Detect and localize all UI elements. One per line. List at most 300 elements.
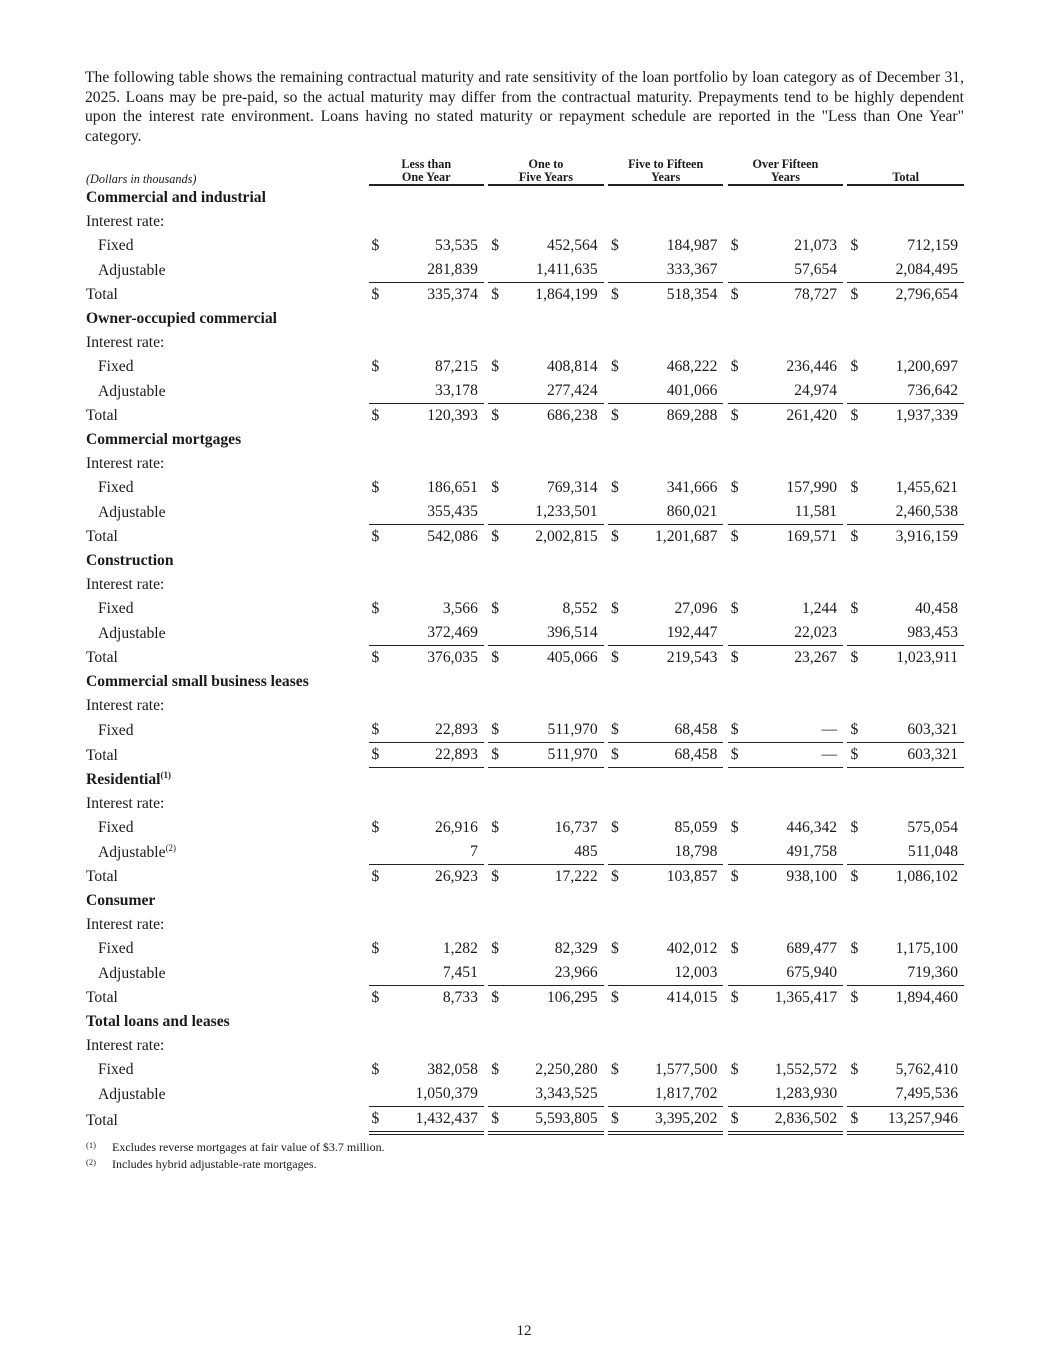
value-five-to-fifteen-years: 401,066 — [628, 379, 724, 404]
row-label — [86, 986, 364, 1010]
value-total: 13,257,946 — [867, 1107, 964, 1135]
value-less-than-one-year: 186,651 — [427, 479, 478, 497]
row-label-text: Adjustable — [98, 624, 166, 642]
value-total: 983,453 — [867, 621, 964, 646]
row-label — [86, 210, 364, 234]
currency-symbol: $ — [730, 649, 739, 667]
currency-symbol — [608, 961, 628, 986]
value-total: 2,460,538 — [867, 500, 964, 525]
row-label — [86, 476, 364, 500]
table-row — [86, 816, 964, 840]
currency-symbol: $ — [610, 989, 619, 1007]
value-less-than-one-year: 7,451 — [388, 961, 484, 986]
value-five-to-fifteen-years — [628, 210, 724, 234]
value-total — [867, 792, 964, 816]
value-less-than-one-year — [388, 1034, 484, 1058]
currency-symbol: $ — [850, 1061, 859, 1079]
value-over-fifteen-years: 1,365,417 — [774, 989, 838, 1007]
currency-symbol — [728, 1082, 748, 1107]
currency-symbol — [847, 621, 867, 646]
value-five-to-fifteen-years: 219,543 — [666, 649, 718, 667]
currency-symbol — [488, 913, 508, 937]
section-title-text: Consumer — [86, 892, 156, 910]
currency-symbol: $ — [730, 528, 739, 546]
currency-symbol — [847, 1034, 867, 1058]
currency-symbol — [608, 210, 628, 234]
page-number: 12 — [516, 1323, 532, 1339]
value-over-fifteen-years: 22,023 — [747, 621, 843, 646]
value-over-fifteen-years: — — [747, 743, 843, 768]
value-five-to-fifteen-years: 518,354 — [666, 286, 718, 304]
value-one-to-five-years — [508, 1034, 604, 1058]
currency-symbol: $ — [850, 989, 859, 1007]
currency-symbol — [369, 1034, 389, 1058]
value-less-than-one-year: 120,393 — [427, 407, 478, 425]
row-label-text: Adjustable — [98, 503, 166, 521]
currency-symbol — [369, 1082, 389, 1107]
row-label-text: Fixed — [98, 600, 134, 618]
currency-symbol: $ — [608, 1107, 628, 1135]
footnote-2 — [86, 1156, 964, 1173]
col-header-over-fifteen-years — [728, 154, 843, 186]
value-over-fifteen-years: 689,477 — [786, 940, 838, 958]
table-row — [86, 986, 964, 1010]
currency-symbol — [608, 792, 628, 816]
section-header-row — [86, 186, 964, 210]
currency-symbol: $ — [491, 600, 500, 618]
value-five-to-fifteen-years: 860,021 — [628, 500, 724, 525]
footnote-ref: (2) — [165, 842, 177, 853]
value-five-to-fifteen-years: 27,096 — [674, 600, 718, 618]
value-five-to-fifteen-years: 3,395,202 — [628, 1107, 724, 1135]
currency-symbol: $ — [371, 1061, 380, 1079]
value-five-to-fifteen-years: 1,577,500 — [655, 1061, 718, 1079]
footnote-text: Excludes reverse mortgages at fair value of $3.7 million. — [112, 1140, 385, 1155]
currency-symbol — [488, 331, 508, 355]
value-less-than-one-year: 281,839 — [388, 258, 484, 283]
value-less-than-one-year: 7 — [388, 840, 484, 865]
col-header-five-to-fifteen-years — [608, 154, 723, 186]
value-less-than-one-year: 1,432,437 — [388, 1107, 484, 1135]
value-total — [867, 452, 964, 476]
table-row — [86, 500, 964, 525]
footnote-marker: (1) — [86, 1140, 96, 1151]
table-row — [86, 646, 964, 670]
value-one-to-five-years: 16,737 — [554, 819, 598, 837]
currency-symbol: $ — [371, 479, 380, 497]
currency-symbol: $ — [610, 286, 619, 304]
currency-symbol — [488, 621, 508, 646]
currency-symbol: $ — [850, 868, 859, 886]
currency-symbol: $ — [371, 600, 380, 618]
value-total: 40,458 — [915, 600, 958, 618]
row-label — [86, 404, 364, 428]
value-less-than-one-year — [388, 792, 484, 816]
value-one-to-five-years: 452,564 — [546, 237, 598, 255]
section-title-text: Total loans and leases — [86, 1013, 230, 1031]
value-over-fifteen-years: 23,267 — [794, 649, 838, 667]
currency-symbol — [608, 1082, 628, 1107]
currency-symbol — [847, 1082, 867, 1107]
value-five-to-fifteen-years — [628, 792, 724, 816]
row-label — [86, 597, 364, 621]
currency-symbol — [847, 258, 867, 283]
currency-symbol: $ — [850, 407, 859, 425]
value-total: 1,086,102 — [895, 868, 958, 886]
currency-symbol: $ — [371, 528, 380, 546]
footnote-ref: (1) — [160, 770, 172, 781]
currency-symbol — [608, 452, 628, 476]
currency-symbol — [369, 694, 389, 718]
col-header-line2: One Year — [401, 170, 451, 185]
section-header-row — [86, 307, 964, 331]
value-one-to-five-years: 82,329 — [554, 940, 598, 958]
currency-symbol — [728, 500, 748, 525]
row-label-text: Interest rate: — [86, 455, 165, 473]
row-label — [86, 379, 364, 404]
value-one-to-five-years: 405,066 — [546, 649, 598, 667]
currency-symbol — [608, 840, 628, 865]
row-label-text: Fixed — [98, 358, 134, 376]
value-over-fifteen-years — [747, 331, 843, 355]
currency-symbol — [488, 1034, 508, 1058]
currency-symbol — [847, 792, 867, 816]
row-label-text: Total — [86, 528, 118, 546]
value-less-than-one-year — [388, 210, 484, 234]
interest-rate-label-row — [86, 694, 964, 718]
value-one-to-five-years: 277,424 — [508, 379, 604, 404]
currency-symbol: $ — [491, 479, 500, 497]
currency-symbol: $ — [491, 649, 500, 667]
section-header-row — [86, 549, 964, 573]
row-label-text: Interest rate: — [86, 1037, 165, 1055]
value-less-than-one-year: 53,535 — [435, 237, 478, 255]
currency-symbol — [847, 452, 867, 476]
currency-symbol: $ — [371, 286, 380, 304]
interest-rate-label-row — [86, 210, 964, 234]
section-title — [86, 670, 964, 694]
currency-symbol — [488, 452, 508, 476]
value-over-fifteen-years: 261,420 — [786, 407, 838, 425]
currency-symbol: $ — [847, 743, 867, 768]
table-row — [86, 258, 964, 283]
currency-symbol: $ — [850, 600, 859, 618]
value-over-fifteen-years: 57,654 — [747, 258, 843, 283]
section-header-row — [86, 889, 964, 913]
section-title — [86, 1010, 964, 1034]
section-title — [86, 428, 964, 452]
row-label — [86, 792, 364, 816]
row-label — [86, 500, 364, 525]
value-one-to-five-years: 5,593,805 — [508, 1107, 604, 1135]
section-title-text: Commercial small business leases — [86, 673, 309, 691]
currency-symbol — [608, 258, 628, 283]
value-one-to-five-years — [508, 331, 604, 355]
interest-rate-label-row — [86, 573, 964, 597]
currency-symbol — [728, 452, 748, 476]
table-row — [86, 404, 964, 428]
currency-symbol: $ — [610, 237, 619, 255]
value-less-than-one-year: 3,566 — [442, 600, 478, 618]
currency-symbol: $ — [728, 743, 748, 768]
currency-symbol: $ — [610, 649, 619, 667]
value-five-to-fifteen-years — [628, 913, 724, 937]
currency-symbol: $ — [730, 989, 739, 1007]
row-label-text: Interest rate: — [86, 334, 165, 352]
value-total: 2,796,654 — [895, 286, 958, 304]
currency-symbol: $ — [610, 819, 619, 837]
section-title — [86, 186, 964, 210]
value-five-to-fifteen-years: 68,458 — [628, 743, 724, 768]
col-header-line1: Less than — [401, 157, 452, 172]
currency-symbol — [488, 379, 508, 404]
row-label — [86, 865, 364, 889]
value-total: 7,495,536 — [867, 1082, 964, 1107]
row-label-text: Total — [86, 286, 118, 304]
row-label — [86, 743, 364, 768]
table-row — [86, 355, 964, 379]
value-over-fifteen-years: 157,990 — [786, 479, 838, 497]
row-label-text: Adjustable — [98, 261, 166, 279]
currency-symbol — [488, 961, 508, 986]
intro-paragraph: The following table shows the remaining contractual maturity and rate sensitivity of the loan portfolio by loan category as of December 31, 2025. Loans may be pre-paid, so the actual maturity may differ from the contractual maturity. Prepayments tend to be highly dependent upon the interest rate environment. Loans having no stated maturity or repayment schedule are reported in the "Less than One Year" category. — [85, 69, 964, 145]
row-label — [86, 1058, 364, 1082]
row-label-text: Fixed — [98, 1061, 134, 1079]
table-row — [86, 937, 964, 961]
currency-symbol — [728, 840, 748, 865]
table-row — [86, 597, 964, 621]
value-five-to-fifteen-years: 184,987 — [666, 237, 718, 255]
value-over-fifteen-years: 2,836,502 — [747, 1107, 843, 1135]
row-label-text: Interest rate: — [86, 213, 165, 231]
currency-symbol — [488, 792, 508, 816]
table-row — [86, 718, 964, 743]
currency-symbol: $ — [850, 237, 859, 255]
table-row — [86, 621, 964, 646]
col-header-line1: One to — [528, 157, 564, 172]
currency-symbol: $ — [491, 286, 500, 304]
row-label-text: Fixed — [98, 940, 134, 958]
value-one-to-five-years — [508, 210, 604, 234]
currency-symbol — [728, 913, 748, 937]
row-label — [86, 452, 364, 476]
value-less-than-one-year: 87,215 — [435, 358, 478, 376]
value-five-to-fifteen-years: 85,059 — [674, 819, 718, 837]
currency-symbol: $ — [371, 407, 380, 425]
currency-symbol — [369, 621, 389, 646]
currency-symbol: $ — [730, 819, 739, 837]
value-less-than-one-year: 1,282 — [442, 940, 478, 958]
col-header-one-to-five-years — [488, 154, 603, 186]
currency-symbol — [608, 1034, 628, 1058]
currency-symbol — [369, 258, 389, 283]
row-label — [86, 694, 364, 718]
value-total: 1,937,339 — [895, 407, 958, 425]
value-five-to-fifteen-years: 468,222 — [666, 358, 718, 376]
currency-symbol — [847, 840, 867, 865]
section-header-row — [86, 768, 964, 792]
value-over-fifteen-years: 446,342 — [786, 819, 838, 837]
value-five-to-fifteen-years — [628, 1034, 724, 1058]
currency-symbol — [488, 694, 508, 718]
table-row — [86, 743, 964, 768]
value-total: 603,321 — [867, 743, 964, 768]
row-label-text: Total — [86, 649, 118, 667]
value-over-fifteen-years: 938,100 — [786, 868, 838, 886]
value-over-fifteen-years — [747, 573, 843, 597]
currency-symbol: $ — [850, 819, 859, 837]
row-label-text: Adjustable — [98, 964, 166, 982]
col-header-line2: Years — [770, 170, 800, 185]
section-title — [86, 889, 964, 913]
currency-symbol: $ — [730, 1061, 739, 1079]
currency-symbol: $ — [850, 479, 859, 497]
value-less-than-one-year: 355,435 — [388, 500, 484, 525]
currency-symbol: $ — [371, 989, 380, 1007]
row-label — [86, 283, 364, 307]
currency-symbol — [847, 331, 867, 355]
value-over-fifteen-years: 169,571 — [786, 528, 838, 546]
value-one-to-five-years — [508, 694, 604, 718]
value-one-to-five-years: 3,343,525 — [508, 1082, 604, 1107]
currency-symbol — [608, 379, 628, 404]
row-label-text: Total — [86, 1112, 118, 1130]
row-label — [86, 234, 364, 258]
col-header-line1: Over Fifteen — [752, 157, 819, 172]
value-less-than-one-year — [388, 573, 484, 597]
currency-symbol — [488, 1082, 508, 1107]
currency-symbol: $ — [730, 237, 739, 255]
currency-symbol — [728, 210, 748, 234]
section-header-row — [86, 428, 964, 452]
currency-symbol — [728, 1034, 748, 1058]
row-label — [86, 816, 364, 840]
value-total — [867, 210, 964, 234]
loan-maturity-table — [86, 154, 964, 1135]
value-over-fifteen-years — [747, 792, 843, 816]
row-label-text: Fixed — [98, 479, 134, 497]
footnote-text: Includes hybrid adjustable-rate mortgages. — [112, 1157, 317, 1172]
currency-symbol: $ — [610, 1061, 619, 1079]
value-one-to-five-years: 511,970 — [508, 743, 604, 768]
section-title-text: Commercial and industrial — [86, 189, 266, 207]
currency-symbol — [369, 379, 389, 404]
currency-symbol: $ — [491, 868, 500, 886]
value-over-fifteen-years: 1,244 — [802, 600, 838, 618]
row-label — [86, 1082, 364, 1107]
row-label-text: Interest rate: — [86, 795, 165, 813]
table-row — [86, 961, 964, 986]
currency-symbol — [847, 961, 867, 986]
units-label: (Dollars in thousands) — [86, 172, 197, 187]
section-title-text: Construction — [86, 552, 174, 570]
value-over-fifteen-years — [747, 694, 843, 718]
currency-symbol — [488, 573, 508, 597]
value-total: 1,894,460 — [895, 989, 958, 1007]
value-one-to-five-years: 1,411,635 — [508, 258, 604, 283]
value-one-to-five-years: 686,238 — [546, 407, 598, 425]
value-over-fifteen-years: 491,758 — [747, 840, 843, 865]
section-title-text: Owner-occupied commercial — [86, 310, 277, 328]
currency-symbol: $ — [728, 1107, 748, 1135]
value-total: 3,916,159 — [895, 528, 958, 546]
value-less-than-one-year: 33,178 — [388, 379, 484, 404]
currency-symbol: $ — [730, 479, 739, 497]
currency-symbol — [369, 961, 389, 986]
currency-symbol: $ — [610, 940, 619, 958]
row-label — [86, 1034, 364, 1058]
value-one-to-five-years — [508, 913, 604, 937]
value-five-to-fifteen-years: 192,447 — [628, 621, 724, 646]
value-total: 712,159 — [907, 237, 958, 255]
value-over-fifteen-years: 1,552,572 — [774, 1061, 838, 1079]
section-title — [86, 307, 964, 331]
currency-symbol: $ — [850, 528, 859, 546]
row-label-text: Adjustable — [98, 843, 166, 861]
value-less-than-one-year: 22,893 — [388, 718, 484, 743]
currency-symbol: $ — [491, 358, 500, 376]
interest-rate-label-row — [86, 792, 964, 816]
currency-symbol — [608, 621, 628, 646]
value-five-to-fifteen-years: 341,666 — [666, 479, 718, 497]
currency-symbol: $ — [730, 286, 739, 304]
value-less-than-one-year: 542,086 — [427, 528, 478, 546]
value-over-fifteen-years: 78,727 — [794, 286, 838, 304]
value-less-than-one-year — [388, 452, 484, 476]
currency-symbol — [728, 792, 748, 816]
value-total: 736,642 — [867, 379, 964, 404]
value-total: 719,360 — [867, 961, 964, 986]
value-over-fifteen-years: 11,581 — [747, 500, 843, 525]
currency-symbol: $ — [610, 358, 619, 376]
value-one-to-five-years: 396,514 — [508, 621, 604, 646]
value-one-to-five-years — [508, 792, 604, 816]
value-less-than-one-year — [388, 913, 484, 937]
value-total: 2,084,495 — [867, 258, 964, 283]
value-five-to-fifteen-years — [628, 331, 724, 355]
currency-symbol — [728, 258, 748, 283]
row-label-text: Fixed — [98, 721, 134, 739]
value-one-to-five-years — [508, 452, 604, 476]
row-label — [86, 646, 364, 670]
currency-symbol — [608, 573, 628, 597]
currency-symbol: $ — [730, 868, 739, 886]
value-over-fifteen-years: — — [747, 718, 843, 743]
row-label-text: Total — [86, 989, 118, 1007]
section-header-row — [86, 1010, 964, 1034]
table-row — [86, 840, 964, 865]
row-label-text: Adjustable — [98, 1085, 166, 1103]
currency-symbol — [369, 331, 389, 355]
col-header-line2: Years — [651, 170, 681, 185]
row-label-text: Interest rate: — [86, 697, 165, 715]
row-label — [86, 913, 364, 937]
table-row — [86, 1107, 964, 1135]
value-over-fifteen-years: 675,940 — [747, 961, 843, 986]
row-label — [86, 573, 364, 597]
value-five-to-fifteen-years: 18,798 — [628, 840, 724, 865]
row-label — [86, 355, 364, 379]
value-less-than-one-year: 26,923 — [435, 868, 478, 886]
value-five-to-fifteen-years: 402,012 — [666, 940, 718, 958]
footnotes — [86, 1139, 964, 1173]
value-one-to-five-years: 2,002,815 — [535, 528, 598, 546]
value-five-to-fifteen-years: 103,857 — [666, 868, 718, 886]
currency-symbol — [369, 792, 389, 816]
value-over-fifteen-years — [747, 452, 843, 476]
section-title-text: Residential — [86, 771, 161, 789]
currency-symbol — [608, 331, 628, 355]
